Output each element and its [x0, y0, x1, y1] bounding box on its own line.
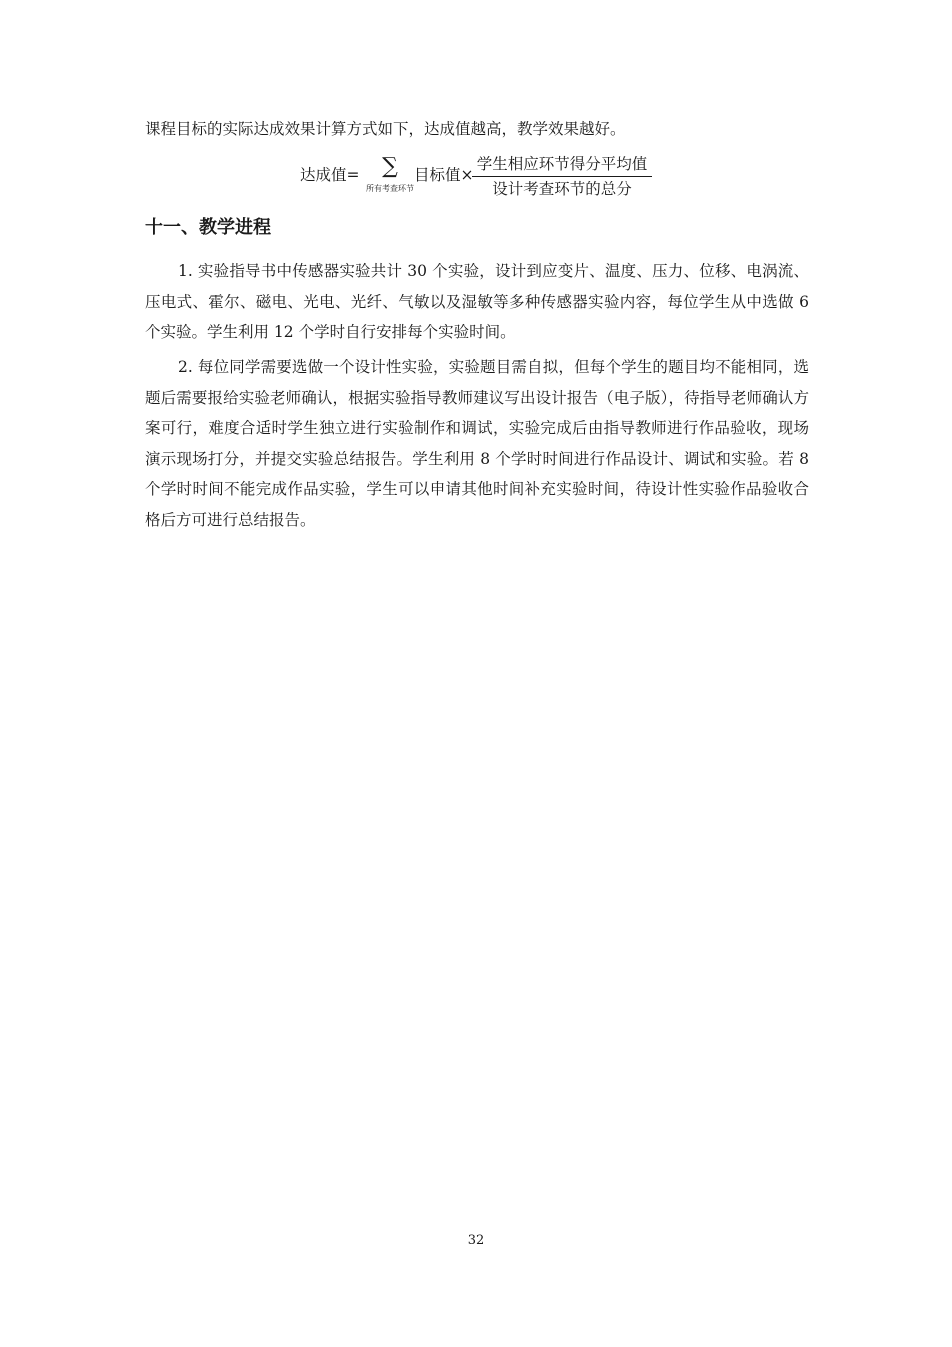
section-heading: 十一、教学进程	[145, 217, 271, 238]
page-number: 32	[467, 1233, 485, 1248]
sigma-symbol: ∑	[382, 154, 398, 179]
formula-fraction	[472, 154, 652, 199]
sigma-subscript: 所有考查环节	[366, 184, 414, 193]
formula-target-value: 目标值×	[414, 166, 474, 184]
fraction-numerator: 学生相应环节得分平均值	[472, 154, 652, 177]
paragraph-design-experiment: 2. 每位同学需要选做一个设计性实验，实验题目需自拟，但每个学生的题目均不能相同，选题后需要报给实验老师确认，根据实验指导教师建议写出设计报告（电子版），待指导老师确认方案可行，难度合适时学生独立进行实验制作和调试，实验完成后由指导教师进行作品验收，现场演示现场打分，并提交实验总结报告。学生利用 8 个学时时间进行作品设计、调试和实验。若 8 个学时时间不能完成作品实验，学生可以申请其他时间补充实验时间，待设计性实验作品验收合格后方可进行总结报告。	[145, 358, 809, 529]
paragraph-experiments: 1. 实验指导书中传感器实验共计 30 个实验，设计到应变片、温度、压力、位移、电涡流、压电式、霍尔、磁电、光电、光纤、气敏以及湿敏等多种传感器实验内容，每位学生从中选做 6 个实验。学生利用 12 个学时自行安排每个实验时间。	[145, 262, 809, 341]
formula-lhs: 达成值=	[300, 166, 360, 184]
fraction-denominator: 设计考查环节的总分	[492, 180, 632, 198]
achievement-formula	[300, 152, 680, 202]
formula-summation	[358, 156, 422, 194]
intro-text: 课程目标的实际达成效果计算方式如下，达成值越高，教学效果越好。	[145, 120, 626, 138]
